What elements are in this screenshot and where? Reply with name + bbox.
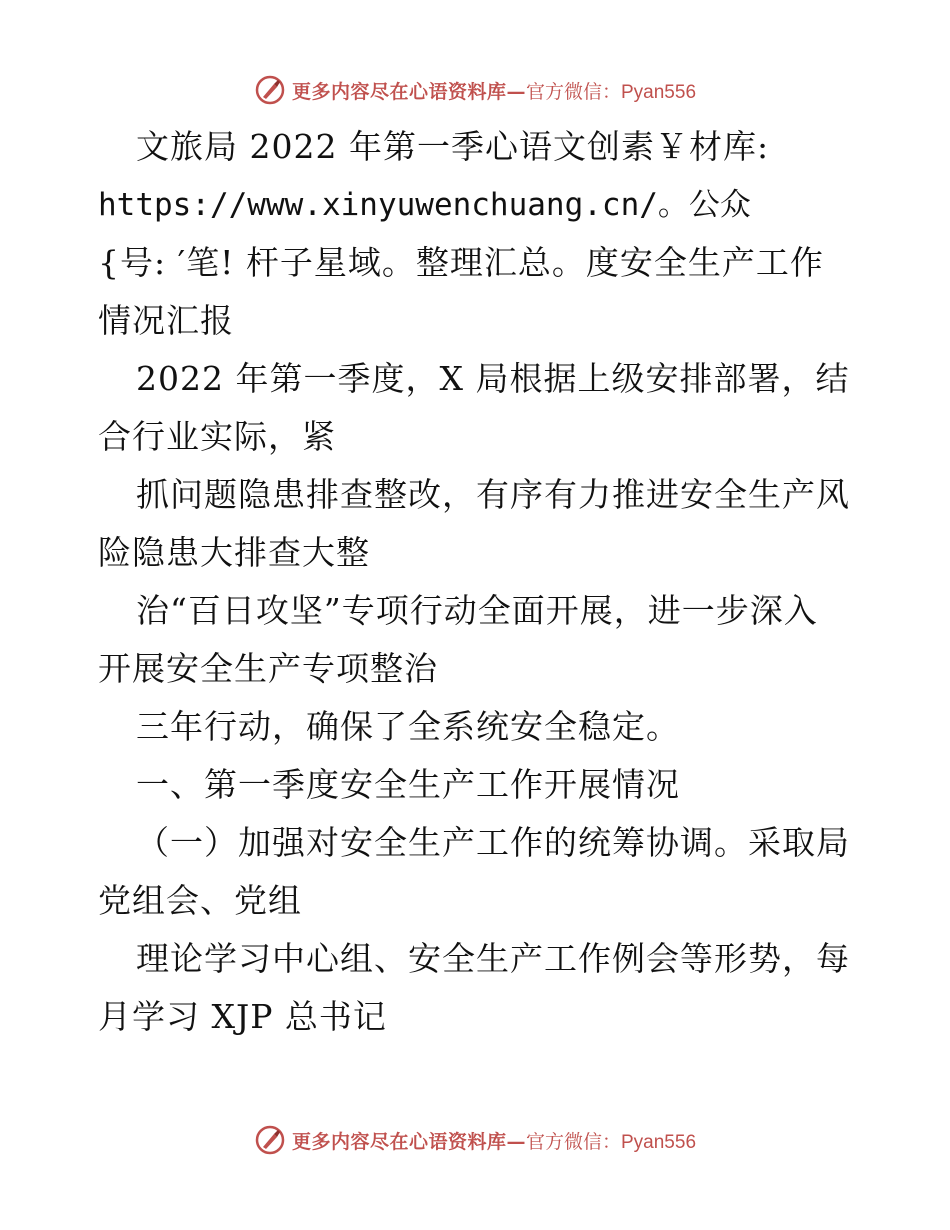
body-line: 2022 年第一季度，X 局根据上级安排部署，结 [136, 359, 850, 398]
header-banner-contact: 官方微信：Pyan556 [526, 81, 697, 103]
body-line: 险隐患大排查大整 [98, 533, 370, 572]
body-line: 开展安全生产专项整治 [98, 649, 438, 688]
body-line: 抓问题隐患排查整改，有序有力推进安全生产风 [136, 475, 850, 514]
body-line: 合行业实际，紧 [98, 417, 336, 456]
pen-logo-icon [254, 74, 286, 106]
body-line-url: https://www.xinyuwenchuang.cn/。公众 [98, 187, 751, 223]
section-heading: 一、第一季度安全生产工作开展情况 [136, 765, 680, 804]
header-banner [0, 70, 950, 110]
body-line: 治“百日攻坚”专项行动全面开展，进一步深入 [136, 591, 818, 630]
body-line: （一）加强对安全生产工作的统筹协调。采取局 [136, 823, 850, 862]
body-line: 情况汇报 [98, 301, 234, 340]
body-line: 文旅局 2022 年第一季心语文创素￥材库: [136, 127, 770, 166]
body-line: 党组会、党组 [98, 881, 302, 920]
body-line: 月学习 XJP 总书记 [98, 997, 387, 1036]
body-line: 理论学习中心组、安全生产工作例会等形势，每 [136, 939, 850, 978]
body-line: 三年行动，确保了全系统安全稳定。 [136, 707, 680, 746]
footer-banner-text: 更多内容尽在心语资料库— [291, 1130, 526, 1153]
header-banner-text: 更多内容尽在心语资料库— [291, 80, 526, 103]
pen-logo-icon [254, 1124, 286, 1156]
footer-banner-contact: 官方微信：Pyan556 [526, 1131, 697, 1153]
footer-banner [0, 1120, 950, 1160]
document-body [98, 118, 858, 1046]
body-line: {号: ′笔! 杆子星域。整理汇总。度安全生产工作 [98, 243, 824, 282]
